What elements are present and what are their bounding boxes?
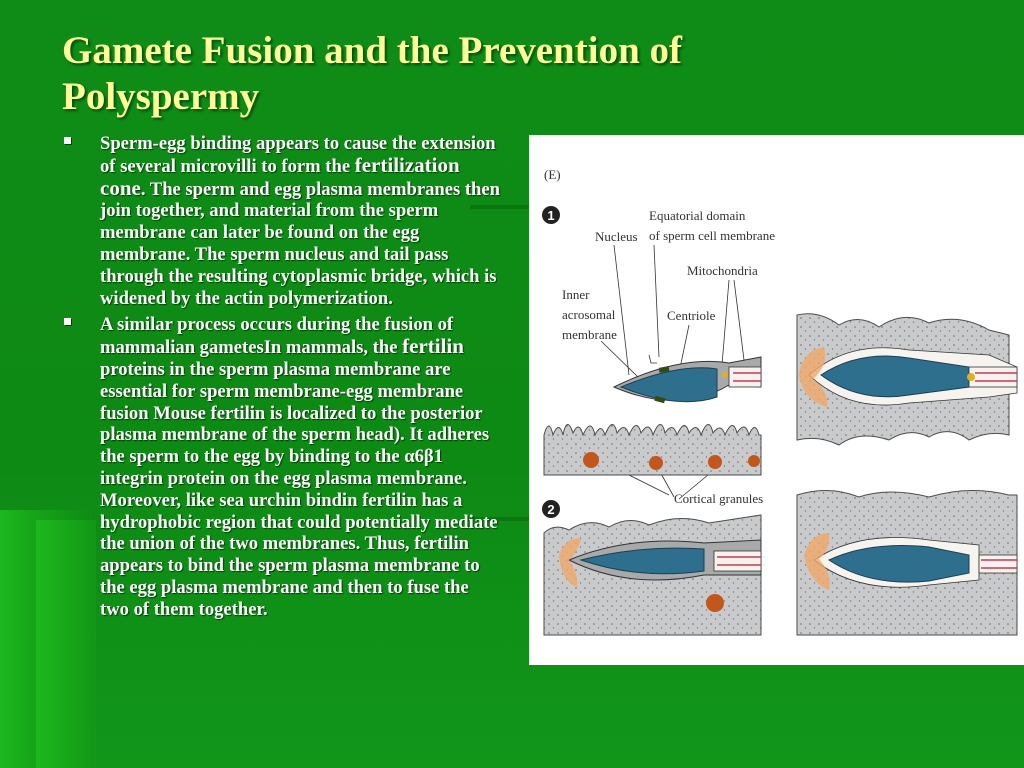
- label-inner-2: acrosomal: [562, 307, 616, 322]
- cortical-granule: [649, 456, 663, 470]
- panel-2-fusion-complete: [797, 490, 1017, 635]
- fusion-diagram: [529, 135, 1024, 665]
- slide-title: Gamete Fusion and the Prevention of Polyspermy: [62, 29, 683, 118]
- step-one-number: 1: [547, 208, 555, 223]
- bullet-text: [100, 314, 498, 619]
- key-term: fertilin: [402, 334, 464, 359]
- panel-label: (E): [544, 167, 561, 182]
- bullet-text-part: . The sperm and egg plasma membranes then join together, and material from the sperm membrane can later be found on the egg membrane. The sperm nucleus and tail pass through the resulting cytoplasmic bridge, which is widened by the actin polymerization.: [100, 178, 500, 309]
- bullet-text: [100, 133, 500, 309]
- cortical-granule: [706, 594, 724, 612]
- label-inner-1: Inner: [562, 287, 590, 302]
- label-cortical-granules: Cortical granules: [674, 491, 764, 506]
- panel-2-fusion: [544, 515, 761, 635]
- label-mitochondria: Mitochondria: [687, 263, 758, 278]
- bullet-text-part: A similar process occurs during the fusion of mammalian gametesIn mammals, the: [100, 314, 454, 359]
- key-term: fertilization cone: [100, 152, 460, 200]
- bullet-text-part: Sperm-egg binding appears to cause the extension of several microvilli to form the: [100, 133, 496, 177]
- cortical-granule: [748, 455, 760, 467]
- label-inner-3: membrane: [562, 327, 617, 342]
- panel-1-egg-surface: [544, 424, 761, 475]
- cortical-granule: [708, 455, 722, 469]
- panel-1-sperm: [614, 357, 761, 403]
- bullet-item: [62, 133, 502, 309]
- panel-1-fusion: [797, 314, 1017, 445]
- bullet-list: [62, 133, 502, 626]
- gamete-fusion-figure: [529, 135, 1024, 665]
- label-nucleus: Nucleus: [595, 229, 638, 244]
- square-bullet-icon: [64, 318, 71, 325]
- square-bullet-icon: [64, 137, 71, 144]
- label-equatorial-1: Equatorial domain: [649, 208, 746, 223]
- label-centriole: Centriole: [667, 308, 716, 323]
- cortical-granule: [583, 452, 599, 468]
- label-equatorial-2: of sperm cell membrane: [649, 228, 775, 243]
- bullet-item: [62, 314, 502, 620]
- bullet-text-part: proteins in the sperm plasma membrane are essential for sperm membrane-egg membrane fusion Mouse fertilin is localized to the posterior plasma membrane of the sperm head). It adheres the sperm to the egg by binding to the α6β1 integrin protein on the egg plasma membrane. Moreover, like sea urchin bindin fertilin has a hydrophobic region that could potentially mediate the union of the two membranes. Thus, fertilin appears to bind the sperm plasma membrane to the egg plasma membrane and then to fuse the two of them together.: [100, 358, 498, 620]
- step-two-number: 2: [547, 502, 555, 517]
